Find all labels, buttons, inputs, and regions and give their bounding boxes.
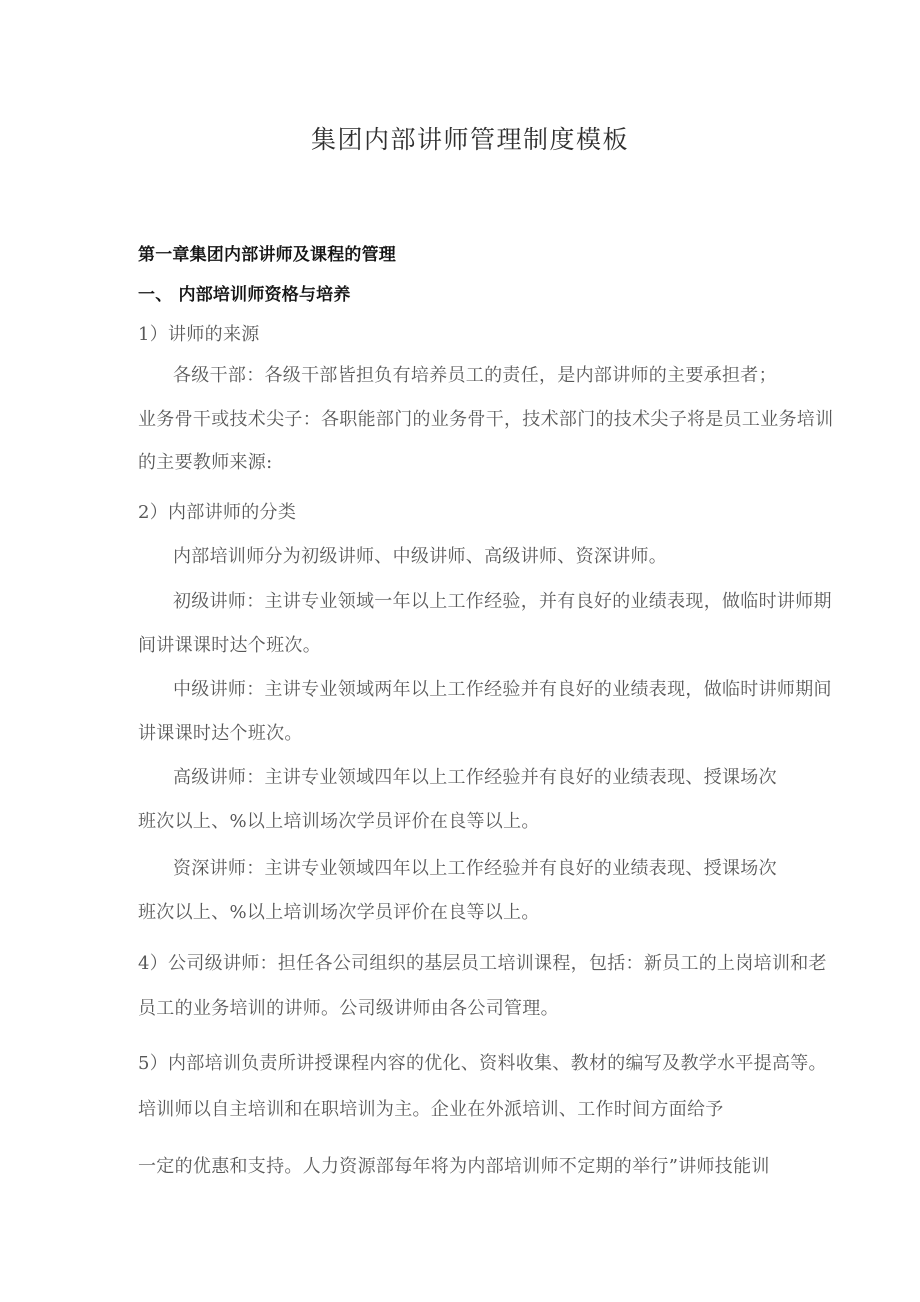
text-line: 员工的业务培训的讲师。公司级讲师由各公司管理。 bbox=[138, 998, 559, 1019]
text-line: 的主要教师来源: bbox=[138, 452, 273, 473]
chapter-heading: 第一章集团内部讲师及课程的管理 bbox=[138, 245, 396, 265]
text-line: 讲课课时达个班次。 bbox=[138, 723, 303, 744]
text-line: 班次以上、%以上培训场次学员评价在良等以上。 bbox=[138, 902, 540, 923]
section-heading: 一、 内部培训师资格与培养 bbox=[138, 285, 351, 305]
text-line: 一定的优惠和支持。人力资源部每年将为内部培训师不定期的举行”讲师技能训 bbox=[138, 1156, 770, 1177]
text-line: 班次以上、%以上培训场次学员评价在良等以上。 bbox=[138, 811, 540, 832]
text-line: 2）内部讲师的分类 bbox=[138, 502, 297, 523]
text-line: 5）内部培训负责所讲授课程内容的优化、资料收集、教材的编写及教学水平提高等。 bbox=[138, 1053, 827, 1074]
text-line: 业务骨干或技术尖子：各职能部门的业务骨干，技术部门的技术尖子将是员工业务培训 bbox=[138, 409, 834, 430]
document-title: 集团内部讲师管理制度模板 bbox=[311, 125, 630, 154]
text-line: 1）讲师的来源 bbox=[138, 324, 260, 345]
text-line: 各级干部：各级干部皆担负有培养员工的责任，是内部讲师的主要承担者； bbox=[173, 365, 777, 386]
text-line: 内部培训师分为初级讲师、中级讲师、高级讲师、资深讲师。 bbox=[173, 546, 668, 567]
text-line: 4）公司级讲师：担任各公司组织的基层员工培训课程，包括：新员工的上岗培训和老 bbox=[138, 953, 827, 974]
text-line: 培训师以自主培训和在职培训为主。企业在外派培训、工作时间方面给予 bbox=[138, 1099, 724, 1120]
text-line: 中级讲师：主讲专业领域两年以上工作经验并有良好的业绩表现，做临时讲师期间 bbox=[173, 679, 832, 700]
text-line: 资深讲师：主讲专业领域四年以上工作经验并有良好的业绩表现、授课场次 bbox=[173, 858, 777, 879]
text-line: 初级讲师：主讲专业领域一年以上工作经验，并有良好的业绩表现，做临时讲师期 bbox=[173, 591, 832, 612]
text-line: 间讲课课时达个班次。 bbox=[138, 635, 321, 656]
text-line: 高级讲师：主讲专业领域四年以上工作经验并有良好的业绩表现、授课场次 bbox=[173, 767, 777, 788]
